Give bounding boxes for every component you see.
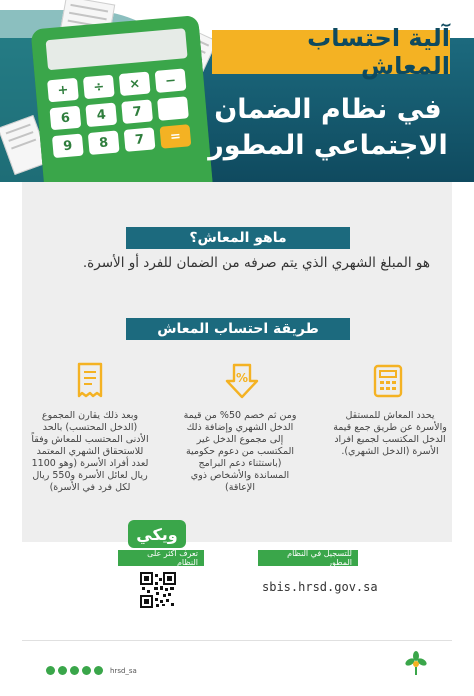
wiki-logo: ويكي xyxy=(128,520,186,548)
receipt-icon xyxy=(72,362,108,400)
calculator-keys xyxy=(47,68,197,158)
calculator-key: × xyxy=(119,72,151,97)
social-links xyxy=(46,666,137,675)
calculator-key: 4 xyxy=(85,103,117,128)
section-heading: طريقة احتساب المعاش xyxy=(126,318,350,340)
calculator-key: 6 xyxy=(49,106,81,131)
ministry-logo-icon xyxy=(404,650,428,676)
calculator-key: − xyxy=(155,68,187,93)
snapchat-icon[interactable] xyxy=(46,666,55,675)
calculator-key-equals: = xyxy=(160,124,192,149)
register-url-link[interactable]: sbis.hrsd.gov.sa xyxy=(262,580,378,594)
calculator-key: + xyxy=(47,78,79,103)
calculator-key xyxy=(157,96,189,121)
facebook-icon[interactable] xyxy=(82,666,91,675)
youtube-icon[interactable] xyxy=(58,666,67,675)
social-handle: hrsd_sa xyxy=(110,666,137,675)
footer-divider xyxy=(22,640,452,641)
register-tag: للتسجيل في النظام المطور xyxy=(258,550,358,566)
method-step-text: ومن ثم خصم 50% من قيمة الدخل الشهري وإضافة ذلك إلى مجموع الدخل غير المكتسب من دعوم حكومية (باستثناء دعم البرامج المساندة والأشخاص ذوي الإعاقة) xyxy=(183,410,297,493)
title-banner xyxy=(212,24,450,80)
section-heading: ماهو المعاش؟ xyxy=(126,227,350,249)
calculator-key: 7 xyxy=(121,99,153,124)
header xyxy=(0,0,474,182)
method-step-text: يحدد المعاش للمستقل والأسرة عن طريق جمع قيمة الدخل المكتسب لجميع افراد الأسرة (الدخل الشهري). xyxy=(333,410,447,457)
calculator-key: 9 xyxy=(52,134,84,159)
calculator-key: 7 xyxy=(124,127,156,152)
calculator-screen xyxy=(46,28,188,70)
calculator-icon xyxy=(370,362,406,400)
calculator-key: ÷ xyxy=(83,75,115,100)
percent-down-arrow-icon xyxy=(224,362,260,400)
definition-text: هو المبلغ الشهري الذي يتم صرفه من الضمان للفرد أو الأسرة. xyxy=(82,255,430,271)
instagram-icon[interactable] xyxy=(70,666,79,675)
method-step-text: وبعد ذلك يقارن المجموع (الدخل المحتسب) بالحد الأدنى المحتسب للمعاش وفقاً للاستحقاق الشهري المعتمد لعدد أفراد الأسرة (وهو 1100 ريال لعائل الأسرة و550 ريال لكل فرد في الأسرة) xyxy=(31,410,149,493)
subtitle-line: في نظام الضمان xyxy=(214,94,442,125)
calculator-illustration xyxy=(31,15,214,182)
svg-text:%: % xyxy=(235,371,249,385)
qr-code-icon[interactable] xyxy=(140,572,176,608)
learn-more-tag: تعرف أكثر على النظام xyxy=(118,550,204,566)
calculator-key: 8 xyxy=(88,130,120,155)
subtitle-line: الاجتماعي المطور xyxy=(208,130,448,161)
page-title: آلية احتساب المعاش xyxy=(307,24,450,80)
twitter-icon[interactable] xyxy=(94,666,103,675)
page-subtitle xyxy=(208,92,448,164)
